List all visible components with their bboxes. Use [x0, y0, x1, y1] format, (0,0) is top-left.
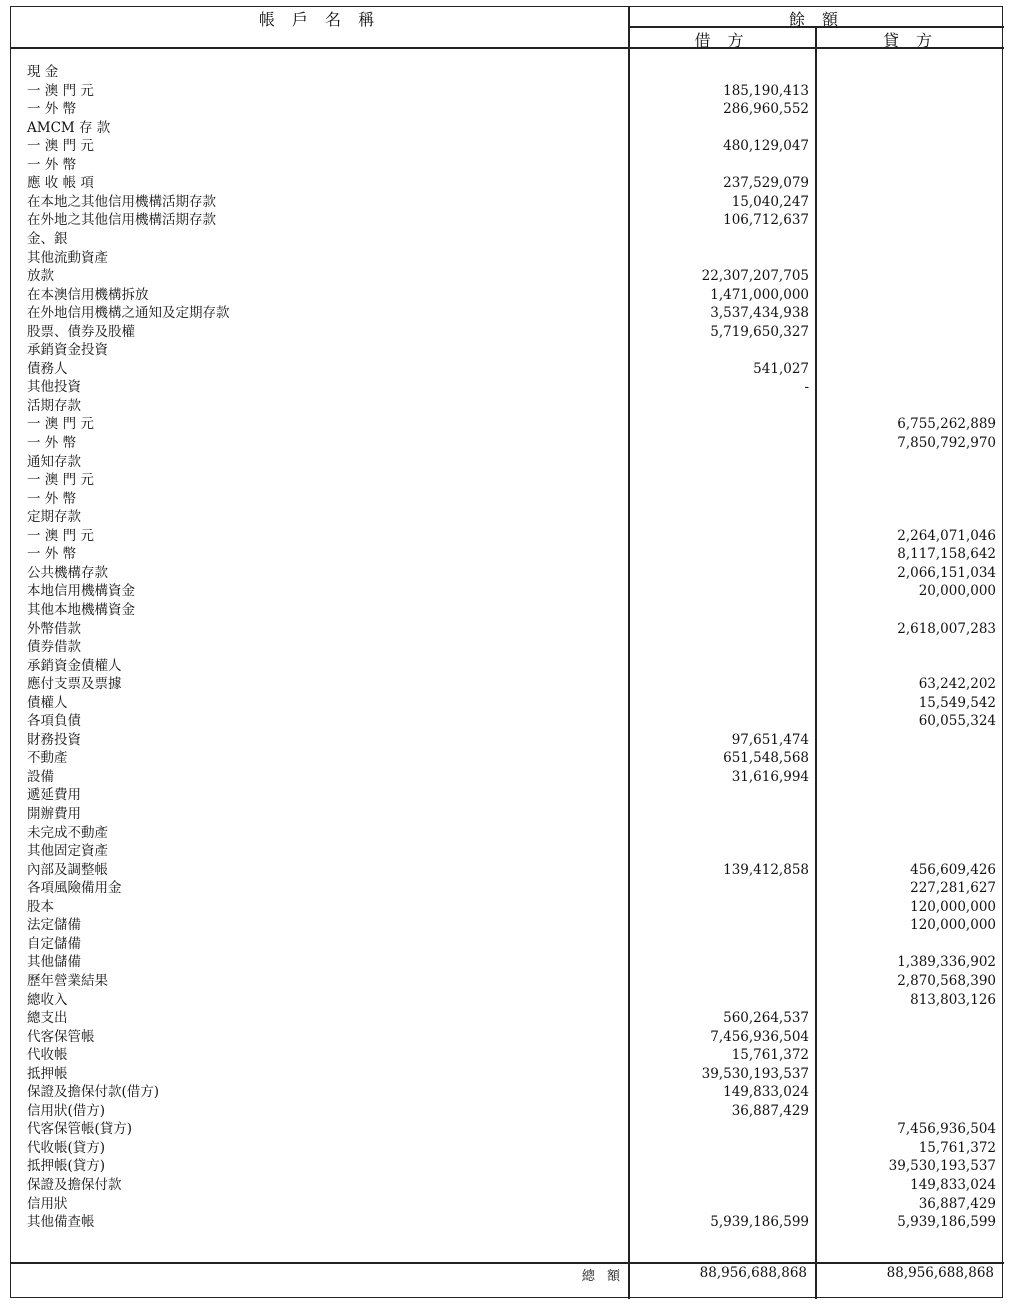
table-row — [11, 508, 1004, 526]
credit-amount: 60,055,324 — [918, 713, 996, 730]
account-name: 抵押帳 — [27, 1065, 68, 1082]
account-name: 一 澳 門 元 — [27, 138, 94, 155]
debit-amount: 1,471,000,000 — [710, 286, 809, 303]
debit-amount: 5,719,650,327 — [710, 323, 809, 340]
account-name: 一 外 幣 — [27, 435, 77, 451]
account-name: 承銷資金債權人 — [27, 657, 122, 674]
account-name: 債券借款 — [27, 639, 81, 656]
account-name: 股本 — [27, 898, 54, 915]
table-row — [11, 1028, 1004, 1046]
table-row — [11, 1157, 1004, 1175]
table-row — [11, 991, 1004, 1009]
table-row — [11, 898, 1004, 916]
account-name: 在本澳信用機構拆放 — [27, 286, 149, 303]
debit-amount: 651,548,568 — [723, 750, 809, 767]
table-row — [11, 749, 1004, 767]
account-name: AMCM 存 款 — [27, 119, 111, 136]
table-row — [11, 193, 1004, 211]
account-name: 債權人 — [27, 694, 68, 711]
debit-amount: 541,027 — [753, 360, 809, 377]
account-name: 總收入 — [27, 991, 68, 1008]
account-name: 一 外 幣 — [27, 101, 77, 118]
debit-amount: 139,412,858 — [723, 861, 809, 878]
debit-amount: 7,456,936,504 — [710, 1028, 809, 1045]
account-name: 應 收 帳 項 — [27, 175, 94, 192]
account-name: 其他備查帳 — [27, 1214, 95, 1231]
account-name: 各項風險備用金 — [27, 880, 122, 897]
table-row — [11, 490, 1004, 508]
table-row — [11, 564, 1004, 582]
account-name: 股票、債券及股權 — [27, 323, 135, 340]
account-name: 其他儲備 — [27, 954, 81, 971]
table-row — [11, 1065, 1004, 1083]
credit-amount: 63,242,202 — [918, 676, 996, 693]
account-name: 歷年營業結果 — [27, 972, 108, 989]
table-row — [11, 638, 1004, 656]
table-row — [11, 1120, 1004, 1138]
table-row — [11, 397, 1004, 415]
credit-amount: 456,609,426 — [910, 861, 996, 878]
table-row — [11, 63, 1004, 81]
table-row — [11, 582, 1004, 600]
debit-amount: 149,833,024 — [723, 1084, 809, 1101]
debit-amount: 36,887,429 — [731, 1102, 809, 1119]
credit-amount: 15,549,542 — [918, 694, 996, 711]
account-name: 設備 — [27, 768, 54, 785]
total-label: 總 額 — [581, 1269, 624, 1284]
credit-amount: 120,000,000 — [910, 917, 996, 934]
account-name: 法定儲備 — [27, 917, 81, 934]
table-row — [11, 842, 1004, 860]
total-credit: 88,956,688,868 — [886, 1265, 994, 1281]
credit-amount: 39,530,193,537 — [888, 1158, 996, 1175]
table-row — [11, 768, 1004, 786]
account-name: 其他固定資產 — [27, 843, 108, 860]
credit-amount: 813,803,126 — [910, 991, 996, 1008]
header-balance: 餘 額 — [788, 10, 845, 29]
table-row — [11, 304, 1004, 322]
header-debit: 借 方 — [694, 31, 750, 50]
account-name: 在外地信用機構之通知及定期存款 — [27, 305, 230, 322]
table-row — [11, 620, 1004, 638]
table-row — [11, 916, 1004, 934]
account-name: 承銷資金投資 — [27, 342, 108, 359]
table-row — [11, 1102, 1004, 1120]
account-name: 內部及調整帳 — [27, 861, 108, 878]
table-row — [11, 1009, 1004, 1027]
debit-amount: 185,190,413 — [723, 82, 809, 99]
account-name: 自定儲備 — [27, 935, 81, 952]
account-name: 遞延費用 — [27, 787, 81, 804]
credit-amount: 7,456,936,504 — [897, 1121, 996, 1138]
table-row — [11, 953, 1004, 971]
table-row — [11, 1195, 1004, 1213]
table-row — [11, 286, 1004, 304]
debit-amount: 480,129,047 — [723, 138, 809, 155]
table-row — [11, 935, 1004, 953]
table-row — [11, 545, 1004, 563]
debit-amount: 560,264,537 — [723, 1010, 809, 1027]
account-name: 金、銀 — [27, 230, 68, 247]
debit-amount: 286,960,552 — [723, 101, 809, 118]
credit-amount: 2,066,151,034 — [897, 564, 996, 581]
table-row — [11, 786, 1004, 804]
table-row — [11, 156, 1004, 174]
account-name: 信用狀(借方) — [27, 1102, 106, 1119]
credit-amount: 120,000,000 — [910, 898, 996, 915]
account-name: 抵押帳(貸方) — [27, 1158, 106, 1175]
table-row — [11, 879, 1004, 897]
header-credit: 貸 方 — [882, 31, 939, 50]
debit-amount: 106,712,637 — [723, 212, 809, 229]
account-name: 定期存款 — [27, 509, 81, 526]
table-row — [11, 712, 1004, 730]
credit-amount: 227,281,627 — [910, 880, 996, 897]
credit-amount: 149,833,024 — [910, 1177, 996, 1193]
debit-amount: 97,651,474 — [731, 731, 809, 748]
debit-amount: 15,761,372 — [731, 1047, 809, 1064]
account-name: 開辦費用 — [27, 806, 81, 822]
account-name: 總支出 — [27, 1010, 68, 1027]
credit-amount: 7,850,792,970 — [897, 435, 996, 451]
table-row — [11, 1176, 1004, 1194]
account-name: 不動產 — [27, 750, 68, 767]
credit-amount: 8,117,158,642 — [897, 546, 996, 563]
table-row — [11, 805, 1004, 823]
table-row — [11, 824, 1004, 842]
debit-amount: 5,939,186,599 — [710, 1214, 809, 1231]
credit-amount: 1,389,336,902 — [897, 954, 996, 971]
account-name: 一 澳 門 元 — [27, 527, 94, 544]
table-row — [11, 1213, 1004, 1231]
table-row — [11, 1046, 1004, 1064]
table-row — [11, 82, 1004, 100]
credit-amount: 15,761,372 — [918, 1139, 996, 1156]
table-row — [11, 267, 1004, 285]
account-name: 現 金 — [27, 64, 59, 80]
account-name: 信用狀 — [27, 1195, 68, 1212]
table-row — [11, 378, 1004, 396]
header-account-name: 帳 戶 名 稱 — [258, 10, 381, 29]
table-row — [11, 119, 1004, 137]
account-name: 一 澳 門 元 — [27, 82, 94, 99]
credit-amount: 6,755,262,889 — [897, 416, 996, 433]
table-row — [11, 453, 1004, 471]
debit-amount: 15,040,247 — [731, 193, 809, 210]
account-name: 應付支票及票據 — [27, 676, 122, 693]
credit-amount: 5,939,186,599 — [897, 1214, 996, 1231]
account-name: 債務人 — [27, 360, 68, 377]
table-row — [11, 972, 1004, 990]
credit-amount: 2,618,007,283 — [897, 620, 996, 637]
account-name: 代收帳(貸方) — [27, 1139, 106, 1156]
table-row — [11, 341, 1004, 359]
account-name: 未完成不動產 — [27, 824, 108, 841]
account-name: 一 澳 門 元 — [27, 416, 94, 433]
table-row — [11, 694, 1004, 712]
table-row — [11, 174, 1004, 192]
account-name: 在本地之其他信用機構活期存款 — [27, 193, 216, 210]
total-debit: 88,956,688,868 — [699, 1265, 807, 1281]
account-name: 公共機構存款 — [27, 564, 108, 581]
account-name: 代收帳 — [27, 1047, 68, 1064]
table-row — [11, 100, 1004, 118]
credit-amount: 20,000,000 — [918, 583, 996, 600]
account-name: 放款 — [27, 268, 54, 285]
table-row — [11, 657, 1004, 675]
account-name: 本地信用機構資金 — [27, 583, 135, 600]
table-row — [11, 527, 1004, 545]
debit-amount: 22,307,207,705 — [701, 268, 809, 285]
account-name: 一 澳 門 元 — [27, 472, 94, 489]
account-name: 保證及擔保付款 — [27, 1177, 122, 1193]
account-name: 一 外 幣 — [27, 156, 77, 173]
table-row — [11, 230, 1004, 248]
debit-amount: - — [804, 379, 809, 396]
table-row — [11, 675, 1004, 693]
account-name: 通知存款 — [27, 453, 81, 470]
account-name: 其他投資 — [27, 379, 81, 396]
table-row — [11, 1083, 1004, 1101]
table-row — [11, 861, 1004, 879]
table-row — [11, 471, 1004, 489]
table-row — [11, 1139, 1004, 1157]
account-name: 在外地之其他信用機構活期存款 — [27, 212, 216, 229]
debit-amount: 31,616,994 — [731, 768, 809, 785]
account-name: 一 外 幣 — [27, 490, 77, 507]
table-row — [11, 137, 1004, 155]
table-row — [11, 360, 1004, 378]
table-row — [11, 249, 1004, 267]
account-name: 財務投資 — [27, 731, 81, 748]
table-row — [11, 415, 1004, 433]
account-name: 活期存款 — [27, 397, 81, 414]
debit-amount: 39,530,193,537 — [701, 1065, 809, 1082]
account-name: 代客保管帳(貸方) — [27, 1121, 133, 1138]
table-row — [11, 731, 1004, 749]
balance-sheet-table — [10, 6, 1003, 1298]
account-name: 保證及擔保付款(借方) — [27, 1084, 160, 1101]
credit-amount: 2,870,568,390 — [897, 972, 996, 989]
account-name: 外幣借款 — [27, 620, 81, 637]
account-name: 各項負債 — [27, 713, 81, 730]
debit-amount: 237,529,079 — [723, 175, 809, 192]
account-name: 其他本地機構資金 — [27, 601, 135, 618]
table-row — [11, 434, 1004, 452]
credit-amount: 36,887,429 — [918, 1195, 996, 1212]
account-name: 代客保管帳 — [27, 1028, 95, 1045]
table-row — [11, 211, 1004, 229]
total-top-line — [11, 1262, 1004, 1264]
table-row — [11, 323, 1004, 341]
credit-amount: 2,264,071,046 — [897, 527, 996, 544]
table-row — [11, 601, 1004, 619]
debit-amount: 3,537,434,938 — [710, 305, 809, 322]
account-name: 一 外 幣 — [27, 546, 77, 563]
account-name: 其他流動資產 — [27, 249, 108, 266]
